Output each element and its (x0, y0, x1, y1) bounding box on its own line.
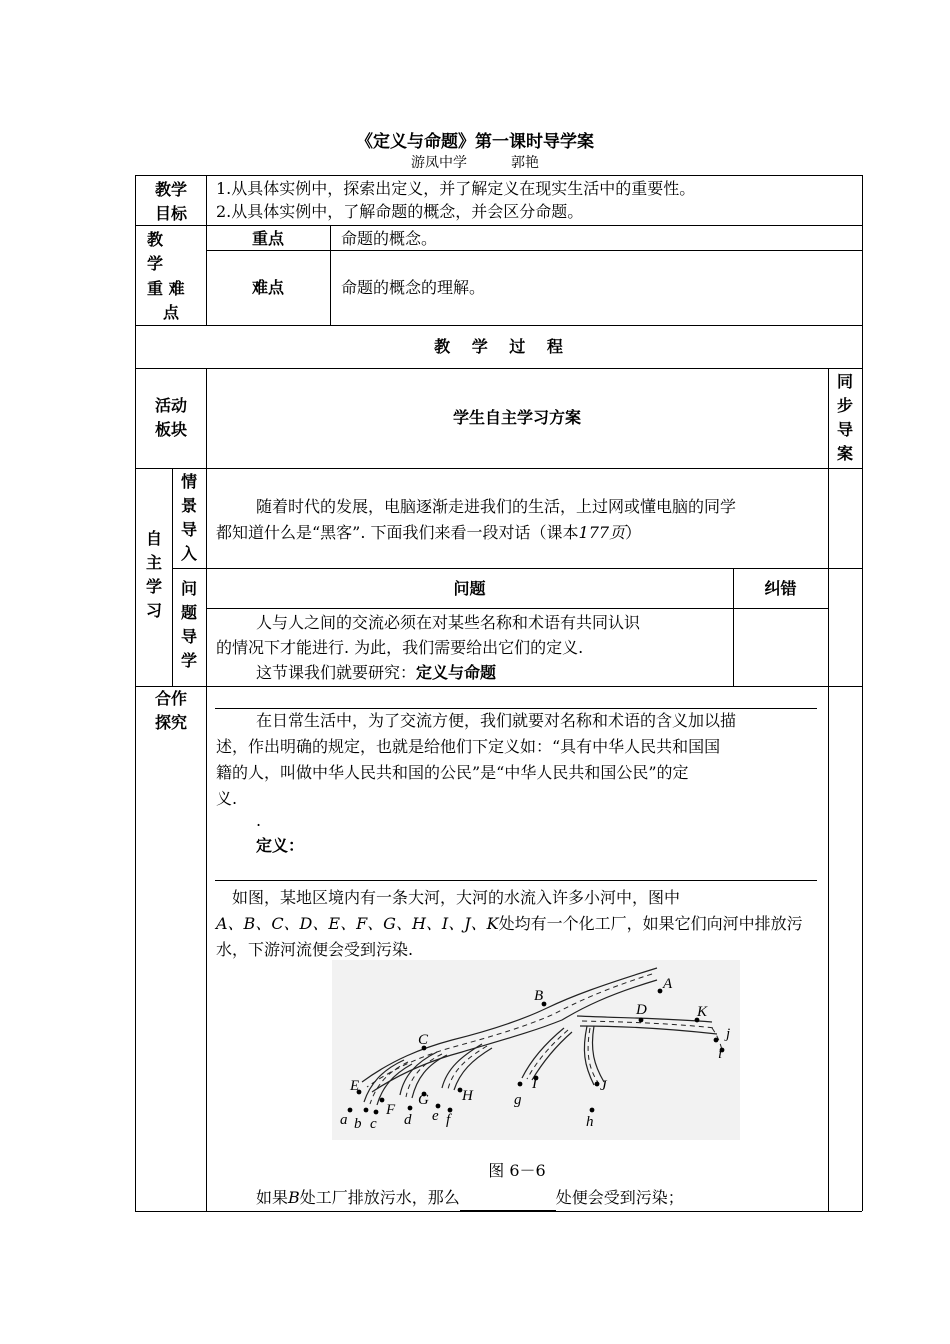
river-figure (332, 960, 740, 1140)
goal-item-2: 2.从具体实例中，了解命题的概念，并会区分命题。 (216, 202, 584, 221)
answer-blank[interactable] (460, 1192, 556, 1211)
correction-header: 纠错 (764, 579, 797, 598)
goals-label: 教学 目标 (154, 180, 187, 223)
label-f: f (446, 1112, 451, 1128)
label-J: J (600, 1078, 607, 1094)
coop-p2-line-1: 如图，某地区境内有一条大河，大河的水流入许多小河中，图中 (232, 888, 681, 907)
question-line-2: 的情况下才能进行. 为此，我们需要给出它们的定义. (216, 638, 584, 657)
focus-text: 命题的概念。 (341, 229, 438, 248)
figure-caption: 图 6－6 (488, 1161, 546, 1180)
question-header: 问题 (453, 579, 486, 598)
intro-label: 情 景 导 入 (180, 472, 197, 563)
plan-header: 学生自主学习方案 (452, 408, 581, 427)
intro-page: 177页 (578, 523, 626, 542)
byline (0, 152, 950, 172)
label-i: i (718, 1046, 723, 1062)
coop-p1-line-3: 籍的人，叫做中华人民共和国的公民”是“中华人民共和国公民”的定 (216, 763, 689, 782)
difficulty-label: 难点 (251, 278, 284, 297)
label-j: j (726, 1026, 731, 1042)
key-side-2: 学 (147, 254, 164, 273)
label-g: g (514, 1092, 522, 1108)
key-side-1: 教 (147, 230, 164, 249)
label-H: H (462, 1088, 473, 1104)
label-d: d (404, 1112, 412, 1128)
focus-label: 重点 (251, 229, 284, 248)
coop-p1-line-2: 述，作出明确的规定，也就是给他们下定义如：“具有中华人民共和国国 (216, 737, 721, 756)
goal-item-1: 1.从具体实例中，探索出定义，并了解定义在现实生活中的重要性。 (216, 179, 696, 198)
label-b: b (354, 1116, 362, 1132)
question-line-1: 人与人之间的交流必须在对某些名称和术语有共同认识 (256, 613, 641, 632)
key-side-4: 点 (163, 303, 180, 322)
difficulty-text: 命题的概念的理解。 (341, 278, 486, 297)
coop-question: 如果B处工厂排放污水，那么 处便会受到污染； (256, 1185, 684, 1211)
coop-p1-line-4: 义. (216, 789, 238, 808)
intro-line-1: 随着时代的发展，电脑逐渐走进我们的生活，上过网或懂电脑的同学 (256, 497, 737, 516)
self-study-label: 自 主 学 习 (145, 529, 162, 620)
definition-label: 定义： (256, 836, 305, 855)
school-name: 游凤中学 (411, 155, 467, 171)
label-h: h (586, 1114, 594, 1130)
label-E: E (350, 1078, 360, 1094)
sync-header: 同 步 导 案 (836, 372, 853, 463)
guide-label: 问 题 导 学 (180, 579, 197, 670)
label-A: A (663, 976, 673, 992)
module-header: 活动 板块 (154, 396, 187, 439)
question-line-3: 这节课我们就要研究：定义与命题 (256, 663, 497, 682)
page-title: 《定义与命题》第一课时导学案 (356, 132, 594, 152)
label-F: F (386, 1102, 396, 1118)
author-name: 郭艳 (511, 155, 539, 171)
coop-p2-line-3: 水，下游河流便会受到污染. (216, 940, 414, 959)
label-B: B (534, 988, 544, 1004)
key-side-3: 重 难 (147, 279, 185, 298)
dot-mark: . (256, 811, 262, 830)
label-K: K (697, 1004, 708, 1020)
coop-p1-line-1: 在日常生活中，为了交流方便，我们就要对名称和术语的含义加以描 (256, 711, 737, 730)
label-I: I (532, 1076, 537, 1092)
coop-p2-line-2: A、B、C、D、E、F、G、H、I、J、K处均有一个化工厂，如果它们向河中排放污 (216, 914, 803, 933)
label-D: D (636, 1002, 647, 1018)
label-e: e (432, 1108, 439, 1124)
label-G: G (418, 1092, 429, 1108)
label-C: C (418, 1032, 429, 1048)
label-c: c (370, 1116, 377, 1132)
cooperate-label: 合作 探究 (154, 689, 187, 732)
label-a: a (340, 1112, 348, 1128)
intro-line-2: 都知道什么是“黑客”. 下面我们来看一段对话（课本177页） (216, 523, 642, 542)
process-title: 教 学 过 程 (434, 337, 563, 356)
